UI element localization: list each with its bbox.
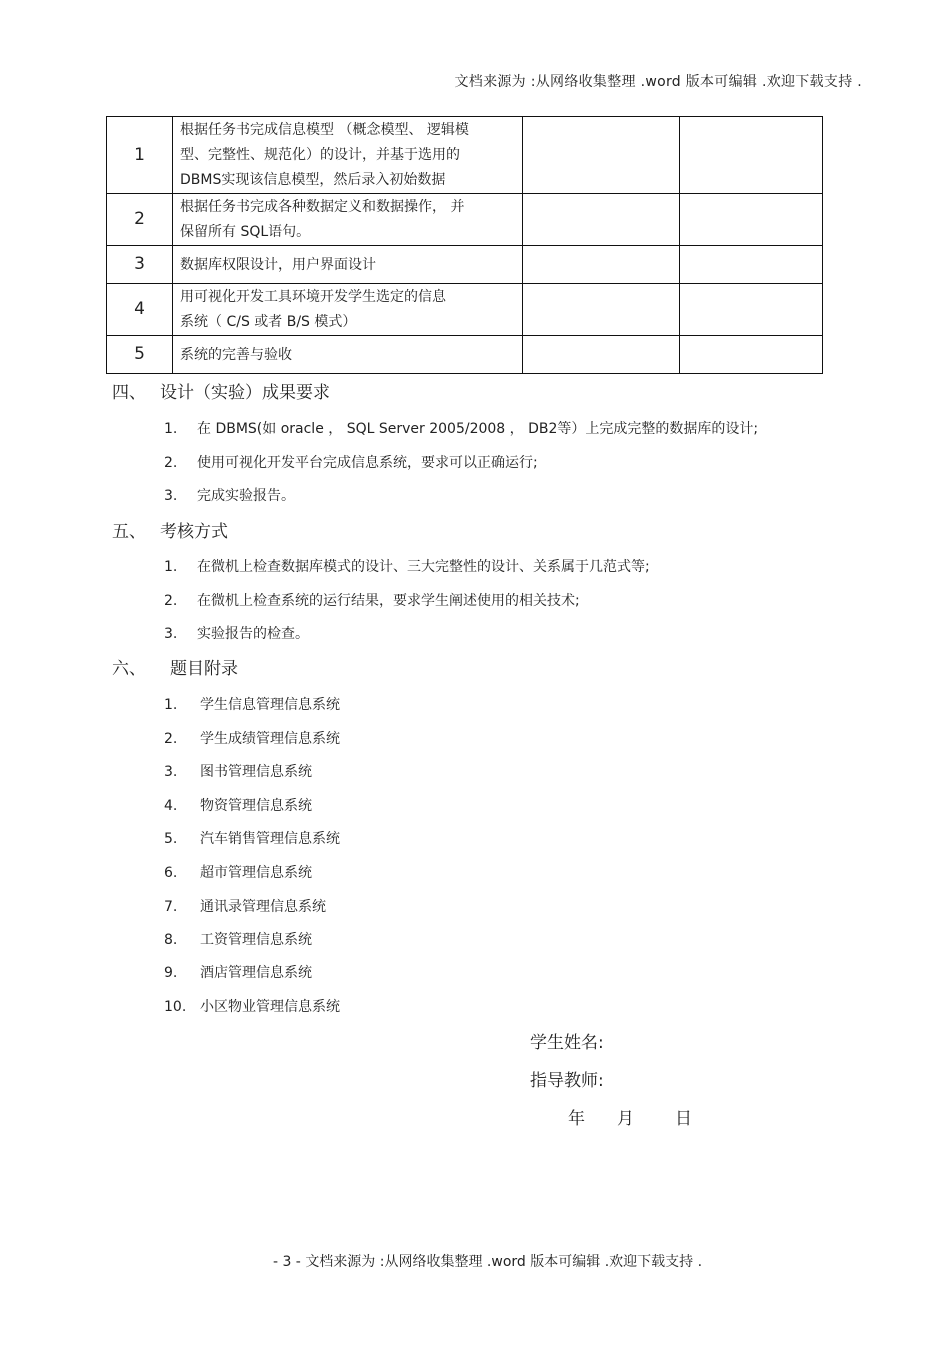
item-text: 物资管理信息系统 xyxy=(200,798,312,814)
table-row xyxy=(107,194,823,246)
empty-cell xyxy=(680,336,823,374)
item-text: 在 DBMS(如 oracle ， SQL Server 2005/2008 ， DB2等）上完成完整的数据库的设计; xyxy=(197,421,759,437)
page-footer xyxy=(0,1251,950,1271)
row-description xyxy=(173,117,523,194)
day-label: 日 xyxy=(675,1109,692,1129)
description-line: 用可视化开发工具环境开发学生选定的信息 xyxy=(180,289,446,305)
item-number: 3. xyxy=(164,764,178,780)
item-text: 在微机上检查数据库模式的设计、三大完整性的设计、关系属于几范式等; xyxy=(197,559,650,575)
section-title: 题目附录 xyxy=(170,659,238,679)
list-item xyxy=(164,590,580,610)
item-number: 9. xyxy=(164,965,178,981)
description-line: 数据库权限设计，用户界面设计 xyxy=(180,256,376,273)
list-item xyxy=(164,485,295,505)
item-text: 酒店管理信息系统 xyxy=(200,965,312,981)
item-text: 学生信息管理信息系统 xyxy=(200,697,340,713)
row-description xyxy=(173,284,523,336)
item-text: 汽车销售管理信息系统 xyxy=(200,831,340,847)
row-number: 1 xyxy=(107,117,173,194)
item-number: 1. xyxy=(164,559,178,575)
list-item xyxy=(164,452,538,472)
empty-cell xyxy=(680,194,823,246)
item-text: 超市管理信息系统 xyxy=(200,865,312,881)
table-row xyxy=(107,284,823,336)
item-text: 工资管理信息系统 xyxy=(200,932,312,948)
row-description xyxy=(173,194,523,246)
description-line: 根据任务书完成信息模型 （概念模型、 逻辑模 xyxy=(180,122,469,138)
teacher-label: 指导教师: xyxy=(530,1071,604,1091)
section-title: 设计（实验）成果要求 xyxy=(160,383,330,403)
list-item xyxy=(164,418,758,438)
list-item xyxy=(164,828,340,848)
section-number: 六、 xyxy=(112,659,146,679)
empty-cell xyxy=(680,246,823,284)
section-number: 四、 xyxy=(112,383,146,403)
item-number: 1. xyxy=(164,421,178,437)
list-item xyxy=(164,694,340,714)
item-number: 5. xyxy=(164,831,178,847)
empty-cell xyxy=(680,284,823,336)
item-text: 学生成绩管理信息系统 xyxy=(200,731,340,747)
row-description xyxy=(173,246,523,284)
row-number: 2 xyxy=(107,194,173,246)
empty-cell xyxy=(523,336,680,374)
description-line: 保留所有 SQL语句。 xyxy=(180,224,311,240)
item-number: 2. xyxy=(164,455,178,471)
task-table xyxy=(106,116,823,374)
item-text: 完成实验报告。 xyxy=(197,488,295,504)
item-number: 7. xyxy=(164,899,178,915)
description-line: 系统（ C/S 或者 B/S 模式） xyxy=(180,314,357,330)
list-item xyxy=(164,962,312,982)
empty-cell xyxy=(523,194,680,246)
list-item xyxy=(164,728,340,748)
header-source-note: 文档来源为 :从网络收集整理 .word 版本可编辑 .欢迎下载支持 . xyxy=(454,74,862,90)
section-heading xyxy=(112,517,228,542)
list-item xyxy=(164,623,309,643)
description-line: 根据任务书完成各种数据定义和数据操作， 并 xyxy=(180,199,465,215)
item-text: 小区物业管理信息系统 xyxy=(200,999,340,1015)
item-text: 通讯录管理信息系统 xyxy=(200,899,326,915)
month-label: 月 xyxy=(617,1109,634,1129)
list-item xyxy=(164,996,340,1016)
row-description xyxy=(173,336,523,374)
row-number: 3 xyxy=(107,246,173,284)
item-number: 10. xyxy=(164,999,187,1015)
list-item xyxy=(164,761,312,781)
table-row xyxy=(107,246,823,284)
row-number: 4 xyxy=(107,284,173,336)
section-heading xyxy=(112,654,238,679)
empty-cell xyxy=(523,284,680,336)
page-number: - 3 - xyxy=(272,1254,301,1270)
item-text: 在微机上检查系统的运行结果，要求学生阐述使用的相关技术; xyxy=(197,593,580,609)
item-number: 3. xyxy=(164,488,178,504)
row-number: 5 xyxy=(107,336,173,374)
section-number: 五、 xyxy=(112,522,146,542)
footer-source-note: 文档来源为 :从网络收集整理 .word 版本可编辑 .欢迎下载支持 . xyxy=(305,1254,703,1270)
section-heading xyxy=(112,378,330,403)
item-text: 使用可视化开发平台完成信息系统，要求可以正确运行; xyxy=(197,455,538,471)
table-row xyxy=(107,336,823,374)
item-number: 4. xyxy=(164,798,178,814)
empty-cell xyxy=(523,246,680,284)
item-number: 2. xyxy=(164,593,178,609)
description-line: 型、完整性、规范化）的设计，并基于选用的 xyxy=(180,147,460,163)
item-number: 6. xyxy=(164,865,178,881)
list-item xyxy=(164,896,326,916)
table-row xyxy=(107,117,823,194)
list-item xyxy=(164,556,650,576)
student-name-label: 学生姓名: xyxy=(530,1033,604,1053)
section-title: 考核方式 xyxy=(160,522,228,542)
description-line: DBMS实现该信息模型，然后录入初始数据 xyxy=(180,172,446,188)
empty-cell xyxy=(680,117,823,194)
list-item xyxy=(164,929,312,949)
year-label: 年 xyxy=(568,1109,585,1129)
empty-cell xyxy=(523,117,680,194)
item-number: 3. xyxy=(164,626,178,642)
item-text: 实验报告的检查。 xyxy=(197,626,309,642)
item-text: 图书管理信息系统 xyxy=(200,764,312,780)
description-line: 系统的完善与验收 xyxy=(180,346,292,363)
item-number: 2. xyxy=(164,731,178,747)
item-number: 8. xyxy=(164,932,178,948)
item-number: 1. xyxy=(164,697,178,713)
list-item xyxy=(164,795,312,815)
list-item xyxy=(164,862,312,882)
